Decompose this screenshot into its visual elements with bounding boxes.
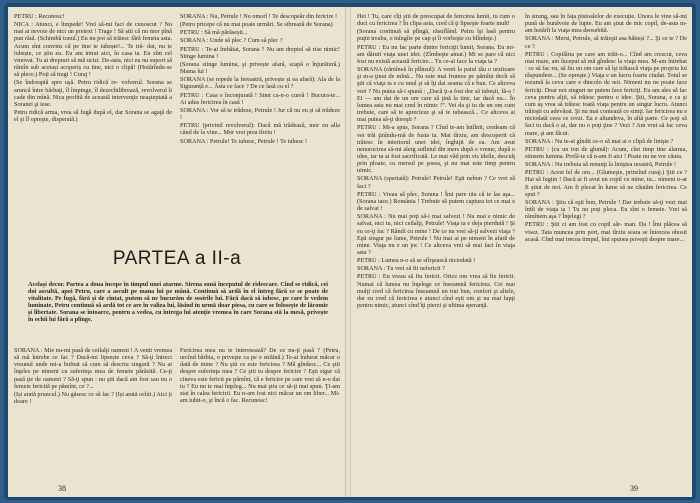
paragraph: PETRU : Recunosc! (14, 13, 65, 20)
paragraph: Fericirea mea nu te interesează? De ce nu-ţi pasă ? (Petru, urcînd bărbia, o priveşte ca pe o străină.) Te-ai îndurat măcar o dată de mine ? Nu ştii ce este fericirea ? Mă gîndesc... Ce ştii despre suferinţa mea ? Ce ştii tu despre fericire ? Eşti sigur că cineva este fericit pe pămînt, că e fericire pe care vrei să n-o dai tu ? Eu nu te mai înţeleg... Nu mai ştiu ce să-ţi mai spun. Ţi-am stat în calea fericirii. Eu n-am fost nici măcar un om liber... Mi-am iubit-o, şi încă o fac. Recunosc! (180, 347, 340, 405)
paragraph: (Sorana continuă să plîngă, răsuflând. Petru îşi lasă pentru puţin treaba, o mîngîie pe cap şi îi vorbeşte cu blîndeţe.) (357, 28, 515, 43)
paragraph: PETRU : Lumea n-o să se sfîrşească niciodată ! (357, 257, 476, 265)
paragraph: PETRU : Ştii ci am fost cu copil săr- man. Da ! Îmi plăcea să visez. Tata muncea prin port, mai tîrziu seara se întorcea obosit acasă. Cînd mai trecea timpul, îmi spunea poveşti despre mare... (525, 221, 687, 243)
paragraph: SORANA : Mie nu-mi pasă de ceilalţi oameni ! A venit vremea să mă întrebe ce fac ? Dacă-mi lipsește ceva ? Să-ţi întreci vreunul unde mi-a bufnat să cum să descriu singură ? Nu ai înţeles pe nimeni cu suferinţa mea de femeie părăsită. Ce-ţi pasă ţie de oameni ? Să-ţi spun : nu ştii dacă am fost sau nu o femeie fericită pe pămînt, ce ?... (14, 347, 172, 390)
left-column-bottom-1 (14, 347, 172, 485)
left-column-bottom-2 (180, 347, 340, 485)
paragraph: SORANA : Petrule! Te iubesc, Petrule ! Te iubesc ! (180, 137, 308, 145)
paragraph: PETRU : Acest fel de om... (Glumeşte, prinzînd curaj.) Ştii ce ? Hai să fugim ! Dacă ai fi avut un copil cu mine, tu... nimeni n-ar fi ştiut de noi. Am fi plecat în lume să ne căutăm fericirea. Ce spui ? (525, 169, 687, 198)
paragraph: PETRU : Eu nu fac parte dintre fericiţii lumii, Sorana. Eu mi-am dăruit viaţa unei idei. (Zîmbeşte amar.) Mi se pare că nici fost nu există această fericire... Tu ce-ai face la viaţa ta ? (357, 43, 515, 65)
paragraph: SORANA : Mersi, Petrule, să trăieşti asa hătieși ?... Şi ce te ? De ce ? (525, 35, 687, 50)
paragraph: NICA : Atunci, e limpede! Vrei să-mi faci de cunoscut ? Nu mai ai nevoie de nici un pretext ! Trage ! Să știi că nu mor pînă pun răul. (Schimbă tonul.) Eu nu pot să trăiesc fără femeia asta. Acum sînt convins că pe tine te iubește!... Te tră- dat, nu te iubește, ce știu eu. Eu am intrat aici, în casa ta. Eu sînt cel vinovat. Tu ai drepturi să mă ucizi. De-asta, nici eu nu suport să rămîn sub aceiași acoperiș cu tine, nici o clipă! (Hotărîndu-se să plece.) Poți să tragi ! Curaj ! (14, 21, 172, 79)
paragraph: Hei ! Tu, care cîți știi de preocupat de fericirea lumii, tu cum o duci cu fericirea ? În clipa asta, cred că ţi lipseşte foarte mult! (357, 13, 515, 28)
paragraph: în strung, sau în fața pistoalelor de execuție. Unora le vine să-mi pună de bunăvoie de lupte. Eu am ştiut de mic copil, de-asta m-am hotărît la viaţa mea deosebită. (525, 13, 687, 35)
paragraph: (Iși arată pruncul.) Nu găsesc ce să fac ? (Iși arată ochii.) Aici ți doare ! (14, 390, 172, 406)
paragraph: PETRU : Eu vreau să fiu fericit. Orice om vrea să fie fericit. Numai că lumea nu înţelege ce înseamnă fericirea. Cei mai mulţi cred că fericirea înseamnă un trai bun, confort şi altele, dar eu cred că fericirea e atunci cînd eşti om şi nu mai lupţi pentru nimic, atunci cînd îţi pierzi şi ultima speranţă. (357, 273, 515, 310)
paragraph: SORANA : Vor să te trădeze, Petrule ! Jur că nu eu și să trădeze ! (180, 106, 340, 122)
section-heading: PARTEA a II-a (112, 248, 242, 269)
left-page (8, 7, 346, 497)
paragraph: SORANA : Nu mai poţi să-i mai salvezi ! Nu mai e nimic de salvat, nici tu, nici ceilalţi, Petrule! Viaţa ta e deja pierdută ! Şi eu ce-ţi fac ? Rămîi cu mine ! De ce nu vrei să-ţi salvezi viaţa ? Eşti singur pe lume, Petrule ! Nu mai ai pe nimeni în afară de mine. Viaţa nu e un joc ! Ce altceva vrei să mai faci în viaţa asta ? (357, 213, 515, 256)
paragraph: PETRU : Vreau să plec, Sorana ! Îmi pare rău că te las aşa... (Sorana tace.) România ! Trebuie să putem captura tot ce mai e de salvat ! (357, 190, 515, 213)
paragraph: PETRU : Casa e înconjurată ! Simt ca-n-o cureă ! Bucura-te... Ai adus fericirea în casă ! (180, 91, 340, 106)
paragraph: PETRU : Te-ai îmbătat, Sorana ? Nu am dreptul să rise nimic! Stinge lumina ! (180, 45, 340, 60)
paragraph: SORANA (rămîneă în plînsul): A venit la patul tău o urzitoare şi m-a ţinut de mînă... Nu este mai frumos pe pămînt decît să ştii că viaţa ta e cu unul şi să îţi dai seama că e bun. Ce altceva vrei ? Nu putea să-i spună : „Dacă ţi-a fost dor să iubești, fă-o ! Ei — am dat de un om care să ţină la tine, iar dacă nu... În lumea asta nu mai cred în nimic !”. Vei da şi tu de un om cum trebuie, care să te aprecieze şi să te iubească... Ce altceva ai mai putea să-ţi doreşti ? (357, 66, 515, 124)
paragraph: PETRU : (cu un ton de glumă): Acum, cînt timp tine alarma, stinsem lumina. Prefă-te că n-am fi aici ! Poate nu ne vor căuta. (525, 145, 687, 160)
right-column-1 (357, 13, 515, 485)
paragraph: SORANA : Nu, Petrule ! Nu omorî ! Te descopeăr din fericire ! (180, 13, 338, 20)
page-number-right: 39 (630, 484, 638, 493)
paragraph: SORANA : Tu vrei să fii nefericit ? (357, 265, 445, 273)
left-column-top-2 (180, 13, 340, 223)
left-column-top-1 (14, 13, 172, 223)
paragraph: SORANA : Nu trebuia să renunţi la liniştea noastră, Petrule ! (525, 161, 677, 169)
paragraph: PETRU : Copilăria pe care am trăit-o... Cînd am crescut, ceva mai mare, am început să mă gîndesc la viaţa mea. M-am întrebat : ce să fac eu, să fiu un om care să îşi trăiască viaţa pe propria lui răspundere... (Se opreşte.) Viaţa e un lucru foarte ciudat. Totul se rezumă la ceva care e dincolo de noi. Nimeni nu ne poate face fericiţi. Doar noi singuri ne putem face fericiţi. Eu am ales să fac ceva pentru alţii, să trăiesc pentru o idee. Ştii, Sorana, e ca şi cum aş vrea să trăiesc toată viaţa pentru un singur lucru. Atunci trăieşti cu adevărat. Şi nu mai contează ce simţi. Iar fericirea nu e niciodată ceea ce crezi. Ea e altundeva, în altă parte. Ce poţi să faci tu dacă o ai, dar nu o poţi ţine ? Vezi ? Am vrut să fac ceva mare, şi am făcut. (525, 50, 687, 137)
page-number-left: 38 (58, 484, 66, 493)
paragraph: PETRU : Să mă părăsești... (180, 29, 248, 37)
paragraph: SORANA (speriată): Petrule! Petrule! Eşti nebun ? Ce vrei să faci ? (357, 175, 515, 190)
paragraph: (Sorana stinge lumina, şi privește afară, scapă o înjurătură.) Mama lui ! (180, 60, 340, 76)
paragraph: SORANA : Ştiu că eşti bun, Petrule ! Dar trebuie să-ţi vezi mai întîi de viaţa ta ! Tu nu poţi pleca. Eu sînt o femeie. Vrei să rămînem aşa ? Înţelegi ? (525, 198, 687, 221)
paragraph: SORANA (se repede la fereastră, privește și ea afară): Ala de la Siguranță e... Ăsta ce face ? De ce lasă cu el ? (180, 76, 340, 91)
paragraph: PETRU : Mi-a spus, Sorana ? Cînd te-am întîlnit, credeam că vei trăi ţinîndu-mă de fusta ta. Mai tîrziu, am descoperit că trăiesc în interiorul unei idei, înghiţit de ea. Am avut nenorocirea să-mi alerg sufletul din mers după o vreme, după o idee, iar tu ai fost sacrificată. Le mai văd prin vis ideile, desculţ prin ploaie, cu mersul pe şosea, şi nu mai este timp pentru nimic. (357, 124, 515, 175)
open-book (4, 3, 696, 500)
paragraph: SORANA : Nu te-ai gîndit ce-o să mai ai o clipă de linişte ? (525, 137, 674, 145)
paragraph: SORANA : Unde să plec ? Cum să plec ? (180, 37, 283, 45)
paragraph: Petru ridică arma, vrea să fugă după el, dar Sorana se agaţă de el şi îl opreşte, disperată.) (14, 109, 172, 124)
paragraph: (Petru pricepe că nu mai poate urmări. Se sibrează de Sorana) (180, 21, 333, 29)
right-page-columns (357, 13, 686, 483)
paragraph: PETRU (privind revolverul): Dacă mă trădează, mor eu alla când de la vine... Mor vrei prea tîrziu ! (180, 122, 340, 137)
left-page-columns (14, 13, 339, 483)
paragraph: (Se îndreaptă spre uşă. Petru ridică re- volverul. Sorana se aruncă între bărbaţi, îl împinge, îl dezechilibrează, revolverul îi cade din mînă. Nica profită de această intervenţie neaşteptată a Soranei şi iese. (14, 79, 172, 108)
right-page (350, 7, 692, 497)
right-column-2 (525, 13, 687, 485)
stage-directions-intro: Același decor. Partea a doua începe în timpul unei atarme. Sirena sună începutul de rideecare. Cînd se ridică, cei doi ascultă, apoi Petru, care a ascult pe mana lui pe mână. Continuă să ardă în el întreg fără ce se poate de vitalitate. Pe fugă, fără și de cîntat, putem să ne bucurăm de sosirile lui. Fără dacă să iubesc, pe care le vedem luminate, Petru continuă să ardă tot ce are în valiza lui, lăsînd în urmă doar piesa, cu care se folosește de lăcomie și libertate. Sorana se întoarce, pentru a vedea, cu întrega lui atenție vremea în care Sorana stă la mesă, privește în ochii lui fără a plînge. (28, 281, 328, 324)
